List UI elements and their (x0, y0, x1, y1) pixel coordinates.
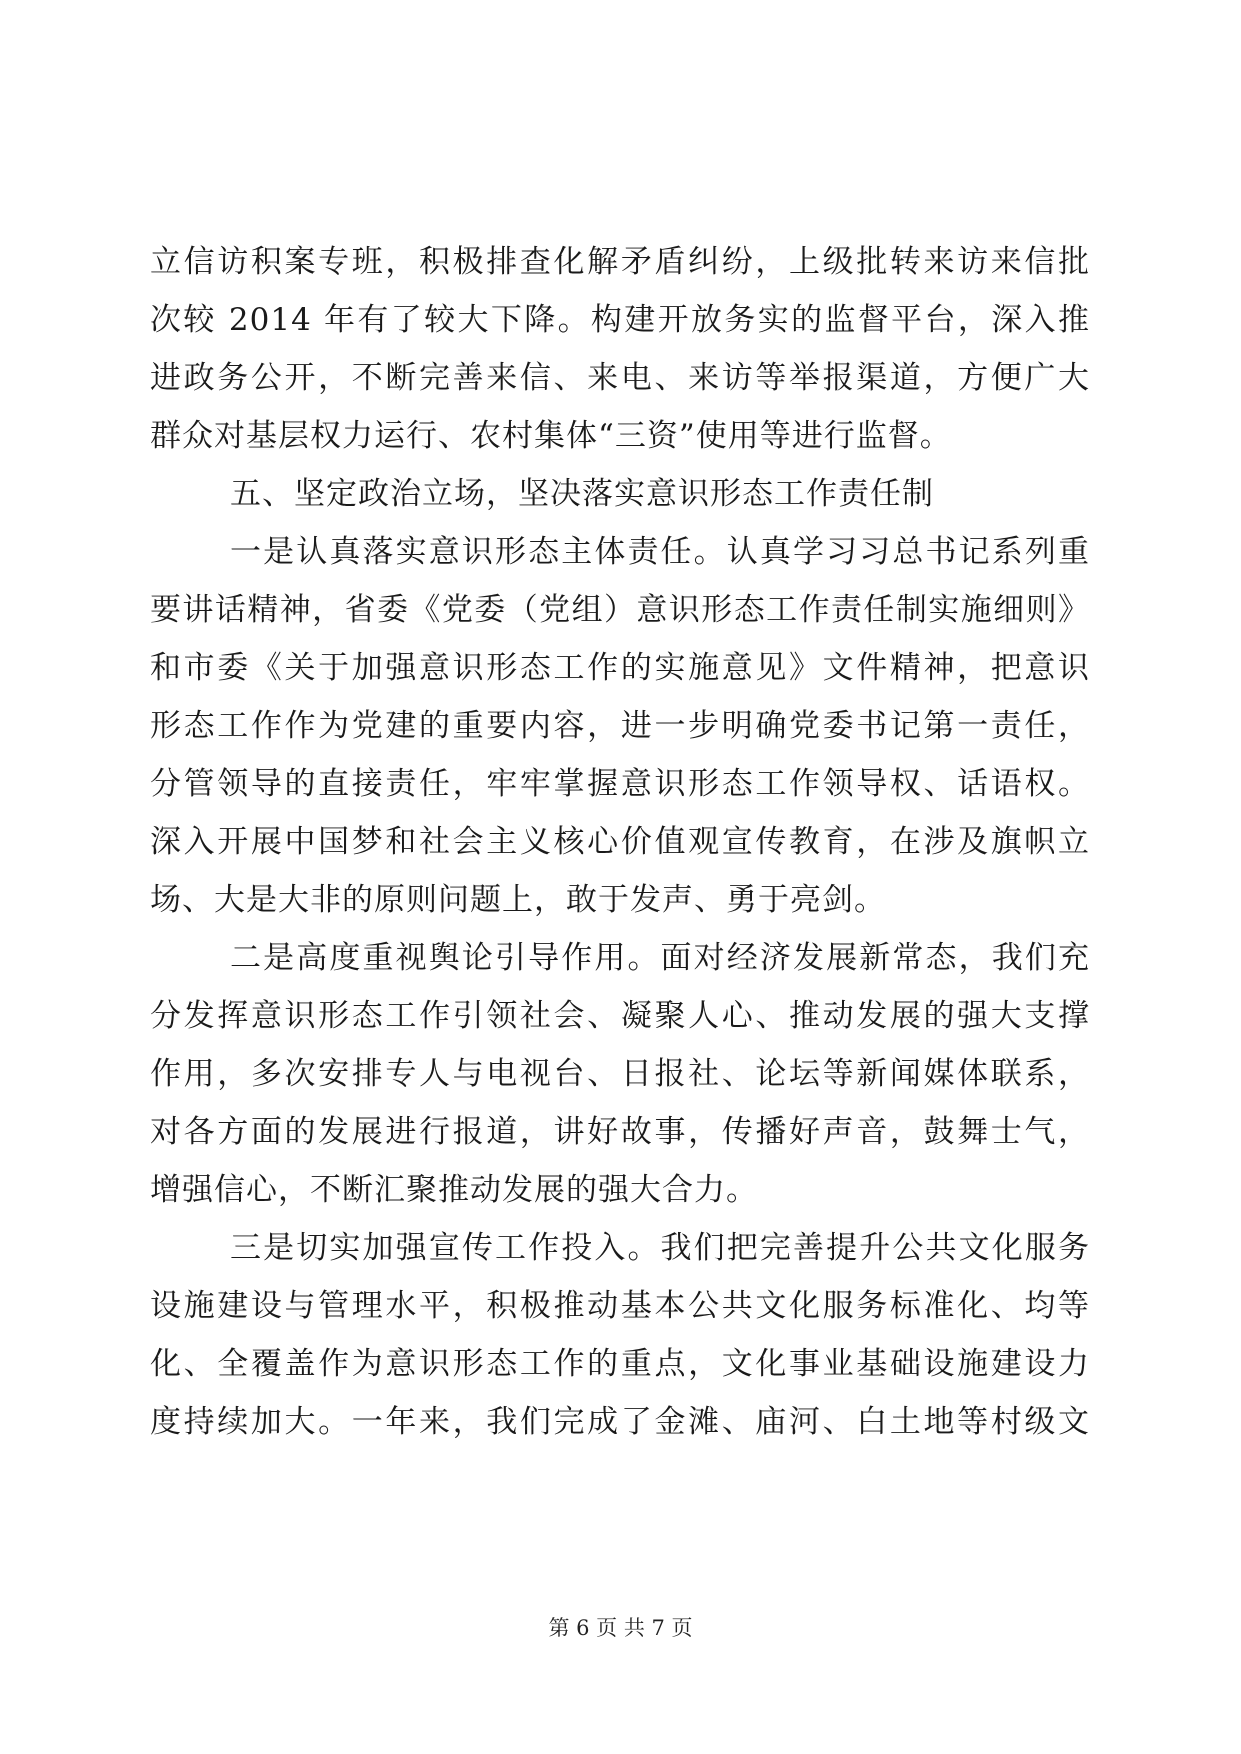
text-line: 一是认真落实意识形态主体责任。认真学习习总书记系列重 (230, 534, 1090, 570)
paragraph (150, 523, 1090, 929)
text-line: 化、全覆盖作为意识形态工作的重点，文化事业基础设施建设力 (150, 1346, 1090, 1382)
text-line: 五、坚定政治立场，坚决落实意识形态工作责任制 (230, 476, 934, 512)
text-line: 对各方面的发展进行报道，讲好故事，传播好声音，鼓舞士气， (150, 1114, 1090, 1150)
text-line: 深入开展中国梦和社会主义核心价值观宣传教育，在涉及旗帜立 (150, 824, 1090, 860)
text-line: 分发挥意识形态工作引领社会、凝聚人心、推动发展的强大支撑 (150, 998, 1090, 1034)
text-line: 群众对基层权力运行、农村集体“三资”使用等进行监督。 (150, 418, 952, 454)
text-line: 形态工作作为党建的重要内容，进一步明确党委书记第一责任， (150, 708, 1090, 744)
paragraph (150, 929, 1090, 1219)
text-line: 三是切实加强宣传工作投入。我们把完善提升公共文化服务 (230, 1230, 1090, 1266)
text-line: 作用，多次安排专人与电视台、日报社、论坛等新闻媒体联系， (150, 1056, 1090, 1092)
text-line: 次较 2014 年有了较大下降。构建开放务实的监督平台，深入推 (150, 302, 1090, 338)
text-line: 设施建设与管理水平，积极推动基本公共文化服务标准化、均等 (150, 1288, 1090, 1324)
paragraph (150, 1219, 1090, 1451)
text-line: 增强信心，不断汇聚推动发展的强大合力。 (150, 1172, 758, 1208)
text-line: 二是高度重视舆论引导作用。面对经济发展新常态，我们充 (230, 940, 1090, 976)
text-line: 度持续加大。一年来，我们完成了金滩、庙河、白土地等村级文 (150, 1404, 1090, 1440)
text-line: 进政务公开，不断完善来信、来电、来访等举报渠道，方便广大 (150, 360, 1090, 396)
text-line: 立信访积案专班，积极排查化解矛盾纠纷，上级批转来访来信批 (150, 244, 1090, 280)
document-body (150, 233, 1090, 1451)
page-footer: 第 6 页 共 7 页 (548, 1616, 693, 1640)
text-line: 场、大是大非的原则问题上，敢于发声、勇于亮剑。 (150, 882, 886, 918)
paragraph (150, 233, 1090, 465)
paragraph (150, 465, 1090, 523)
text-line: 分管领导的直接责任，牢牢掌握意识形态工作领导权、话语权。 (150, 766, 1090, 802)
text-line: 要讲话精神，省委《党委（党组）意识形态工作责任制实施细则》 (150, 592, 1090, 628)
text-line: 和市委《关于加强意识形态工作的实施意见》文件精神，把意识 (150, 650, 1090, 686)
